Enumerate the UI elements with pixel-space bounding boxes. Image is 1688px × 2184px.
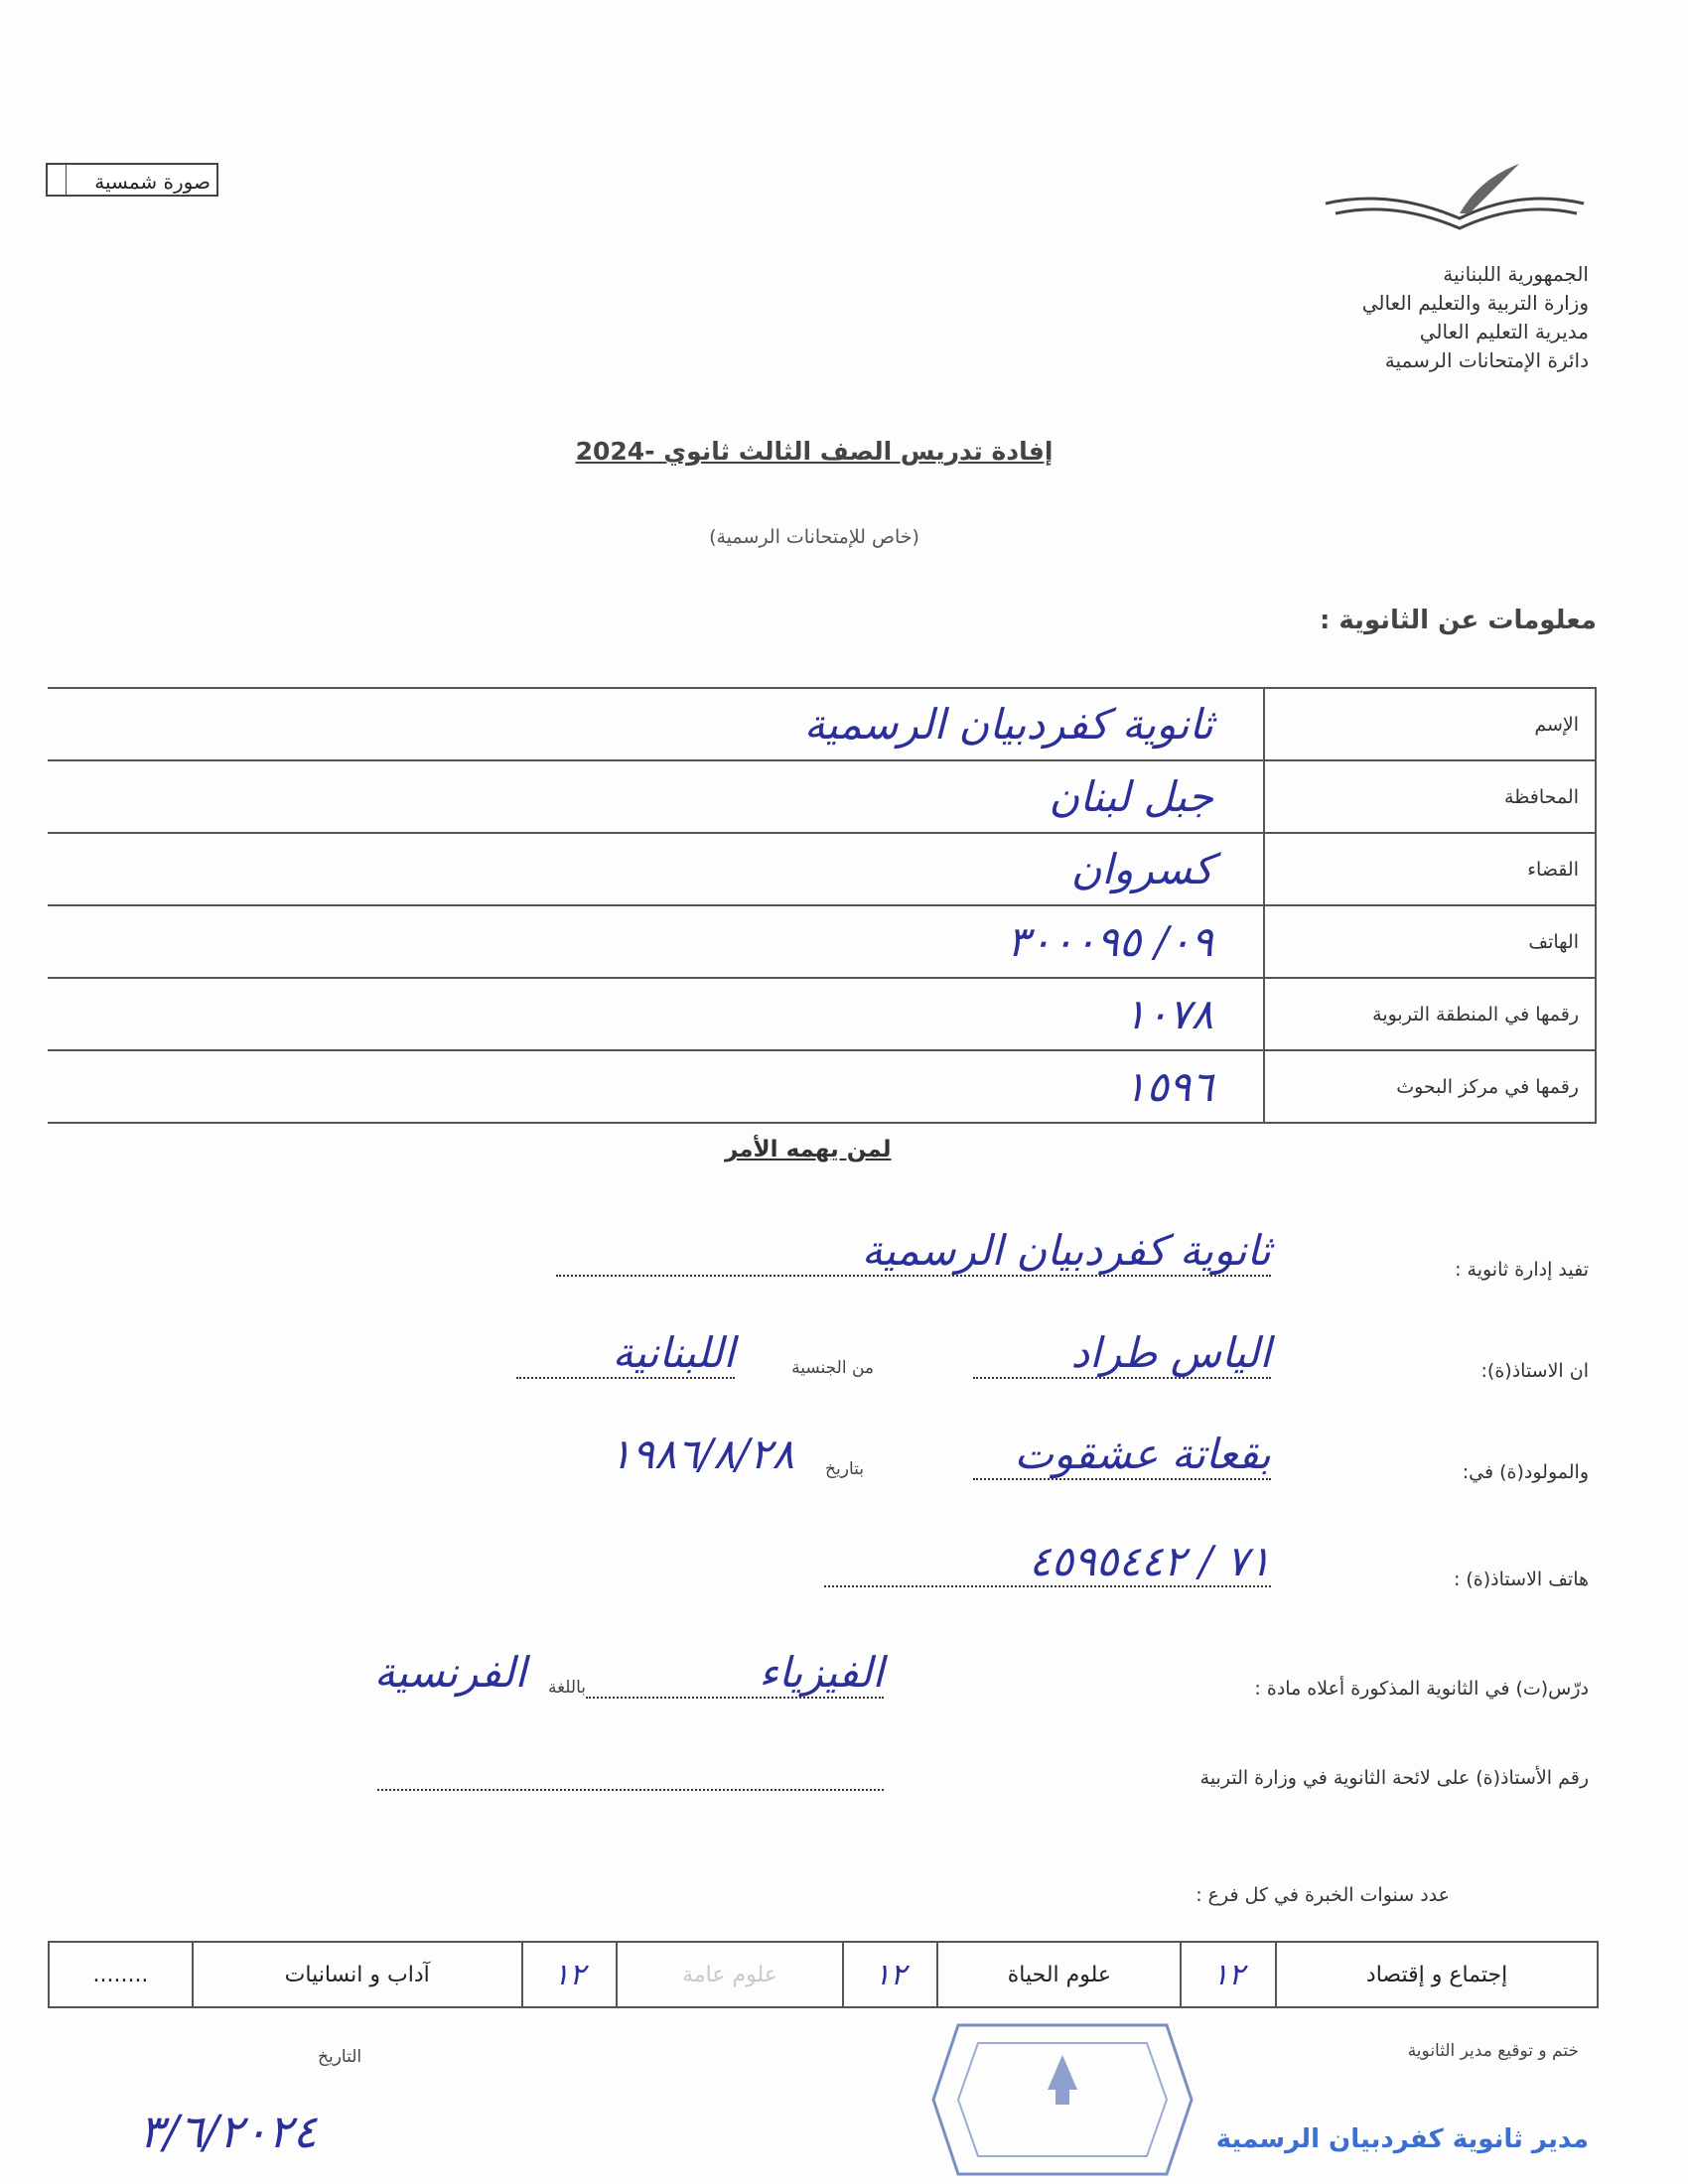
branch-name: علوم الحياة <box>937 1942 1181 2007</box>
photo-placeholder <box>46 163 218 197</box>
experience-heading: عدد سنوات الخبرة في كل فرع : <box>1196 1884 1450 1906</box>
row-label: المحافظة <box>1264 760 1596 833</box>
branch-name: آداب و انسانيات <box>193 1942 522 2007</box>
row-value: ٠٩/ ٣٠٠٠٩٥ <box>48 905 1264 978</box>
row-label: رقمها في المنطقة التربوية <box>1264 978 1596 1050</box>
school-info-heading: معلومات عن الثانوية : <box>1319 606 1597 635</box>
taught-label: درّس(ت) في الثانوية المذكورة أعلاه مادة : <box>1254 1678 1589 1700</box>
row-value: ١٥٩٦ <box>48 1050 1264 1123</box>
row-value: كسروان <box>48 833 1264 905</box>
signature-date: ٣/٦/٢٠٢٤ <box>139 2105 318 2158</box>
admin-label: تفيد إدارة ثانوية : <box>1455 1259 1589 1281</box>
signature-label: ختم و توقيع مدير الثانوية <box>1407 2041 1579 2061</box>
to-whom-heading: لمن يهمه الأمر <box>725 1137 892 1162</box>
table-row <box>49 1942 1598 2007</box>
row-value: جبل لبنان <box>48 760 1264 833</box>
nationality-value: اللبنانية <box>516 1328 735 1379</box>
experience-table <box>48 1941 1599 2008</box>
branch-years: ١٢ <box>1181 1942 1276 2007</box>
table-row <box>48 978 1596 1050</box>
born-place: بقعاتة عشقوت <box>973 1430 1271 1480</box>
admin-value: ثانوية كفردبيان الرسمية <box>556 1226 1271 1277</box>
director-text: مدير ثانوية كفردبيان الرسمية <box>1215 2124 1589 2154</box>
language-label: باللغة <box>547 1678 586 1698</box>
row-label: الهاتف <box>1264 905 1596 978</box>
phone-label: هاتف الاستاذ(ة) : <box>1453 1569 1589 1590</box>
school-stamp <box>928 2015 1196 2184</box>
born-date: ١٩٨٦/٨/٢٨ <box>609 1430 794 1478</box>
table-row <box>48 1050 1596 1123</box>
document-title: إفادة تدريس الصف الثالث ثانوي -2024 <box>575 437 1054 466</box>
teacher-number-label: رقم الأستاذ(ة) على لائحة الثانوية في وزارة التربية <box>1199 1767 1589 1789</box>
branch-years: ........ <box>49 1942 193 2007</box>
ministry-line: مديرية التعليم العالي <box>1419 320 1589 343</box>
language-value: الفرنسية <box>373 1648 526 1697</box>
table-row <box>48 905 1596 978</box>
branch-years: ١٢ <box>522 1942 618 2007</box>
photo-label: صورة شمسية <box>94 170 211 194</box>
table-row <box>48 833 1596 905</box>
phone-value: ٧١ / ٤٥٩٥٤٤٢ <box>824 1537 1271 1587</box>
branch-name: علوم عامة <box>617 1942 842 2007</box>
born-label: والمولود(ة) في: <box>1462 1461 1589 1483</box>
ministry-line: دائرة الإمتحانات الرسمية <box>1384 348 1589 372</box>
subject-value: الفيزياء <box>586 1648 884 1699</box>
row-value: ١٠٧٨ <box>48 978 1264 1050</box>
ministry-header <box>1362 260 1589 375</box>
document-subtitle: (خاص للإمتحانات الرسمية) <box>709 526 919 548</box>
photo-icon <box>46 163 67 197</box>
row-label: القضاء <box>1264 833 1596 905</box>
nationality-label: من الجنسية <box>791 1358 874 1378</box>
date-label: بتاريخ <box>825 1459 864 1479</box>
row-label: رقمها في مركز البحوث <box>1264 1050 1596 1123</box>
teacher-name: الياس طراد <box>973 1328 1271 1379</box>
teacher-label: ان الاستاذ(ة): <box>1480 1360 1589 1382</box>
row-label: الإسم <box>1264 688 1596 760</box>
ministry-line: الجمهورية اللبنانية <box>1443 262 1589 286</box>
branch-name: إجتماع و إقتصاد <box>1276 1942 1598 2007</box>
branch-years: ١٢ <box>843 1942 938 2007</box>
date-label-footer: التاريخ <box>318 2047 362 2067</box>
teacher-number-field <box>377 1777 884 1791</box>
ministry-line: وزارة التربية والتعليم العالي <box>1361 291 1589 315</box>
school-info-table <box>48 687 1597 1124</box>
table-row <box>48 688 1596 760</box>
ministry-logo <box>1321 159 1589 258</box>
row-value: ثانوية كفردبيان الرسمية <box>48 688 1264 760</box>
table-row <box>48 760 1596 833</box>
